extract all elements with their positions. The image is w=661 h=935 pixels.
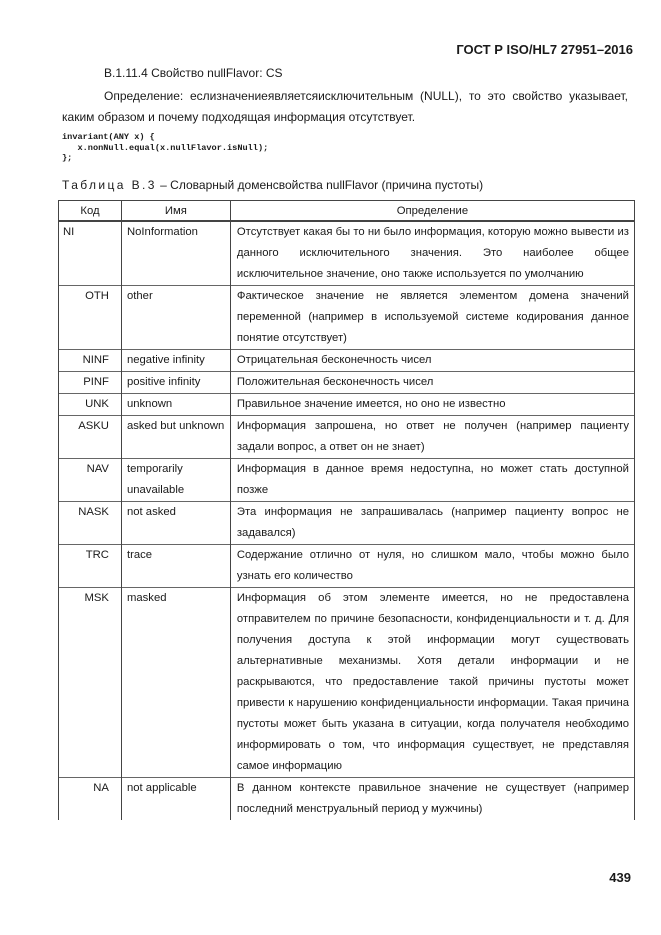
cell-definition: Содержание отлично от нуля, но слишком мало, чтобы можно было узнать его количество: [230, 545, 634, 588]
table-row: [59, 372, 635, 394]
cell-code: NAV: [59, 459, 122, 502]
cell-name: not applicable: [121, 778, 230, 821]
cell-name: masked: [121, 588, 230, 778]
cell-name: temporarily unavailable: [121, 459, 230, 502]
page-number: 439: [609, 870, 631, 885]
table-row: [59, 221, 635, 286]
table-row: [59, 588, 635, 778]
cell-definition: Отрицательная бесконечность чисел: [230, 350, 634, 372]
cell-definition: Отсутствует какая бы то ни было информация, которую можно вывести из данного исключительного значения. Это наиболее общее исключительное значение, оно также используется по умолчанию: [230, 221, 634, 286]
cell-code: ASKU: [59, 416, 122, 459]
cell-definition: Информация запрошена, но ответ не получен (например пациенту задали вопрос, а ответ он не знает): [230, 416, 634, 459]
cell-code: UNK: [59, 394, 122, 416]
cell-code: OTH: [59, 286, 122, 350]
cell-name: unknown: [121, 394, 230, 416]
table-row: [59, 416, 635, 459]
table-header-row: [59, 201, 635, 222]
table-row: [59, 350, 635, 372]
cell-definition: Фактическое значение не является элементом домена значений переменной (например в используемой системе кодирования данное понятие отсутствует): [230, 286, 634, 350]
cell-name: negative infinity: [121, 350, 230, 372]
header-name: Имя: [121, 201, 230, 222]
cell-code: TRC: [59, 545, 122, 588]
table-row: [59, 778, 635, 821]
header-definition: Определение: [230, 201, 634, 222]
cell-name: other: [121, 286, 230, 350]
table-row: [59, 502, 635, 545]
table-row: [59, 394, 635, 416]
cell-definition: Эта информация не запрашивалась (например пациенту вопрос не задавался): [230, 502, 634, 545]
cell-definition: В данном контексте правильное значение не существует (например последний менструальный период у мужчины): [230, 778, 634, 821]
section-title: В.1.11.4 Свойство nullFlavor: CS: [104, 66, 283, 80]
cell-definition: Положительная бесконечность чисел: [230, 372, 634, 394]
definition-paragraph: Определение: еслизначениеявляетсяисключительным (NULL), то это свойство указывает, каким образом и почему подходящая информация отсутствует.: [62, 89, 628, 124]
cell-definition: Информация в данное время недоступна, но может стать доступной позже: [230, 459, 634, 502]
cell-name: positive infinity: [121, 372, 230, 394]
cell-name: NoInformation: [121, 221, 230, 286]
table-caption: [62, 178, 483, 192]
cell-definition: Правильное значение имеется, но оно не известно: [230, 394, 634, 416]
document-header: ГОСТ Р ISO/HL7 27951–2016: [456, 42, 633, 57]
cell-code: NA: [59, 778, 122, 821]
cell-name: trace: [121, 545, 230, 588]
cell-name: not asked: [121, 502, 230, 545]
code-block: invariant(ANY x) { x.nonNull.equal(x.nullFlavor.isNull); };: [62, 132, 269, 163]
table-caption-dash: –: [160, 178, 167, 192]
table-row: [59, 545, 635, 588]
table-caption-text: Словарный доменсвойства nullFlavor (причина пустоты): [170, 178, 484, 192]
cell-code: MSK: [59, 588, 122, 778]
cell-code: NINF: [59, 350, 122, 372]
cell-name: asked but unknown: [121, 416, 230, 459]
null-flavor-table: [58, 200, 635, 820]
cell-definition: Информация об этом элементе имеется, но не предоставлена отправителем по причине безопасности, конфиденциальности и т. д. Для получения доступа к этой информации могут существовать альтернативные механизмы. Хотя детали информации и не раскрываются, что предоставление такой причины пустоты может привести к нарушению конфиденциальности информации. Такая причина пустоты может быть указана в ситуации, когда получателя необходимо информировать о том, что информация существует, не представляя самое информацию: [230, 588, 634, 778]
cell-code: PINF: [59, 372, 122, 394]
table-caption-label: Таблица В.3: [62, 178, 157, 192]
header-code: Код: [59, 201, 122, 222]
table-row: [59, 459, 635, 502]
cell-code: NASK: [59, 502, 122, 545]
cell-code: NI: [59, 221, 122, 286]
table-row: [59, 286, 635, 350]
